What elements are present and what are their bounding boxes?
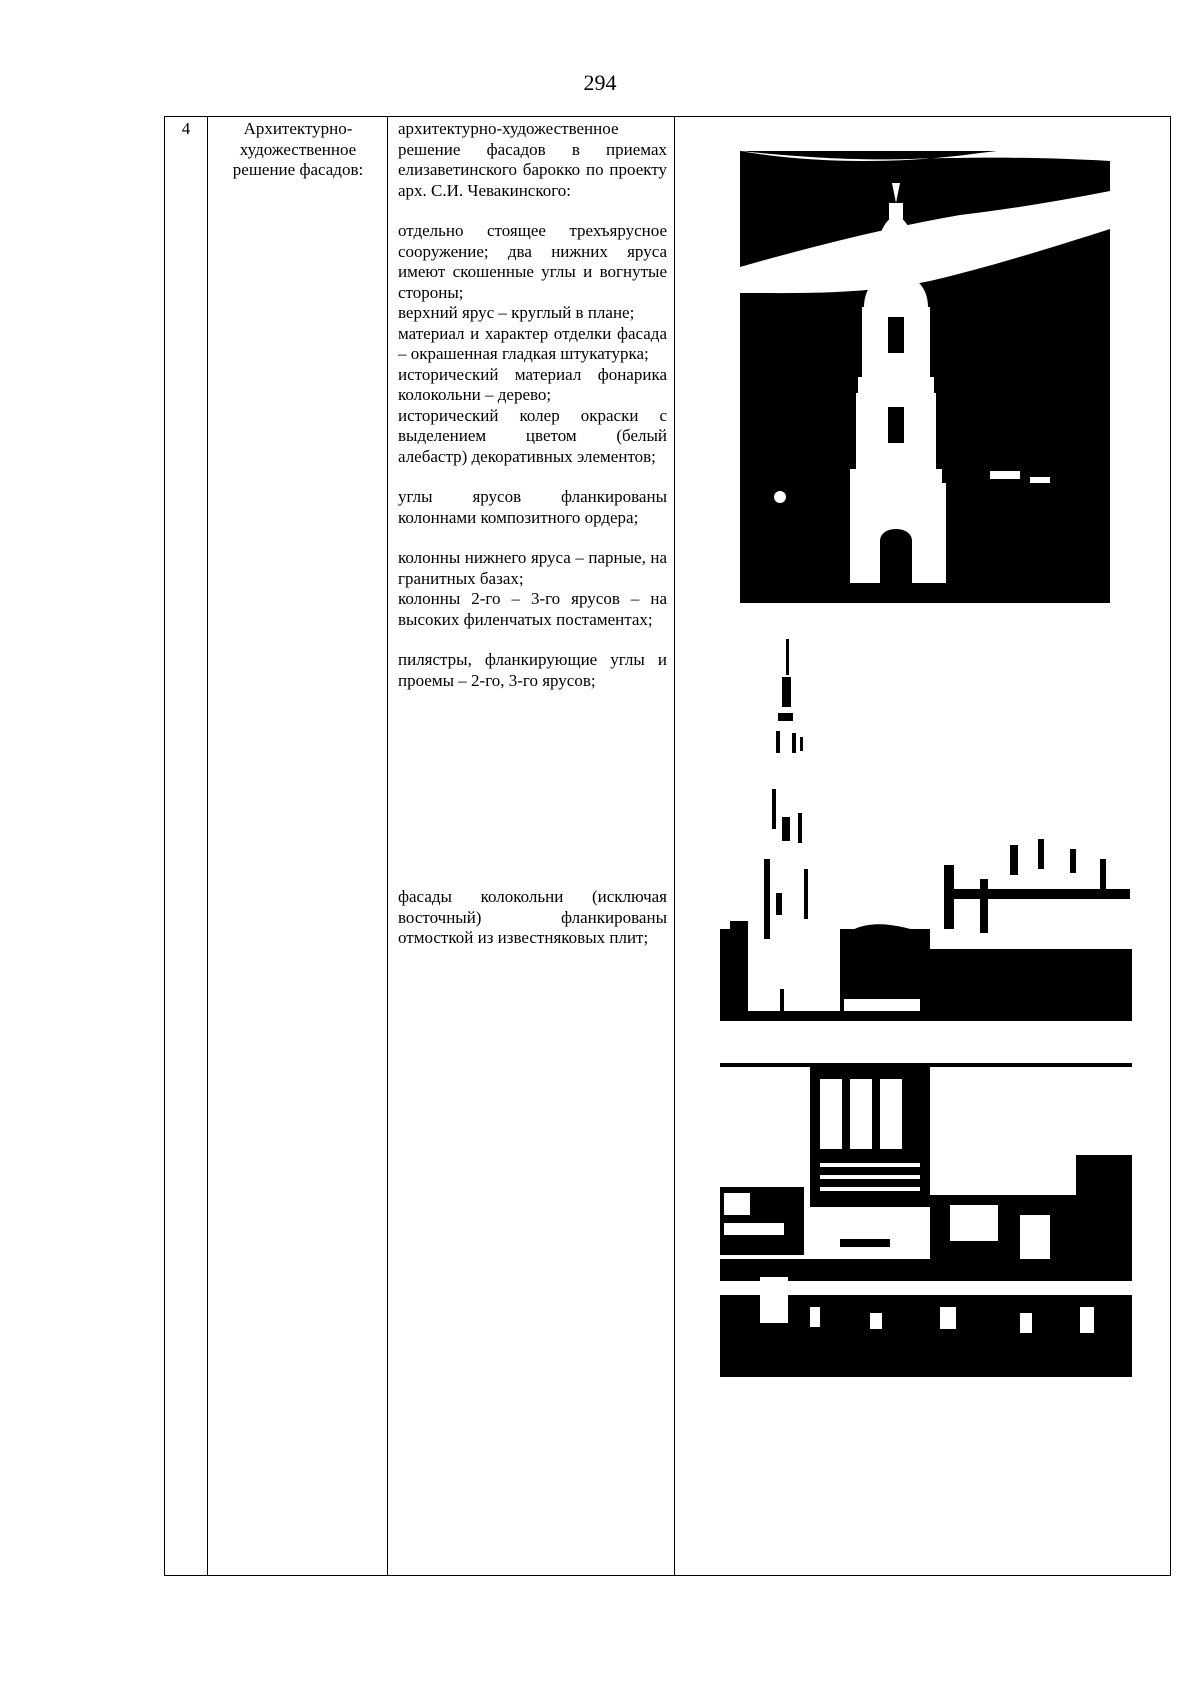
description-paragraph: пилястры, фланкирующие углы и проемы – 2-го, 3-го ярусов; — [398, 650, 667, 690]
column-divider — [207, 117, 208, 1575]
description-paragraph: углы ярусов фланкированы колоннами композитного ордера; — [398, 487, 667, 527]
tower-and-cathedral-photo — [720, 639, 1132, 1039]
column-divider — [387, 117, 388, 1575]
row-number: 4 — [181, 119, 191, 138]
description-paragraph: верхний ярус – круглый в плане; — [398, 303, 635, 322]
description-paragraph: исторический колер окраски с выделением цветом (белый алебастр) декоративных элементов; — [398, 405, 667, 466]
description-paragraph: колонны 2-го – 3-го ярусов – на высоких филенчатых постаментах; — [398, 589, 667, 629]
row-name: Архитектурно-художественное решение фасадов: — [232, 119, 364, 179]
features-table — [164, 116, 1171, 1576]
description-paragraph: архитектурно-художественное решение фасадов в приемах елизаветинского барокко по проекту арх. С.И. Чевакинского: — [398, 119, 667, 200]
description-paragraph: исторический материал фонарика колокольни – дерево; — [398, 364, 667, 404]
description-paragraph: материал и характер отделки фасада – окрашенная гладкая штукатурка; — [398, 323, 667, 363]
column-divider — [674, 117, 675, 1575]
plinth-detail-photo — [720, 1063, 1132, 1377]
description-paragraph: фасады колокольни (исключая восточный) фланкированы отмосткой из известняковых плит; — [398, 887, 667, 947]
description-paragraph: отдельно стоящее трехъярусное сооружение; два нижних яруса имеют скошенные углы и вогнутые стороны; — [398, 221, 667, 302]
description-paragraph: колонны нижнего яруса – парные, на гранитных базах; — [398, 548, 667, 588]
page-number: 294 — [583, 70, 617, 95]
row-description — [398, 119, 667, 949]
bell-tower-photo — [740, 117, 1110, 603]
